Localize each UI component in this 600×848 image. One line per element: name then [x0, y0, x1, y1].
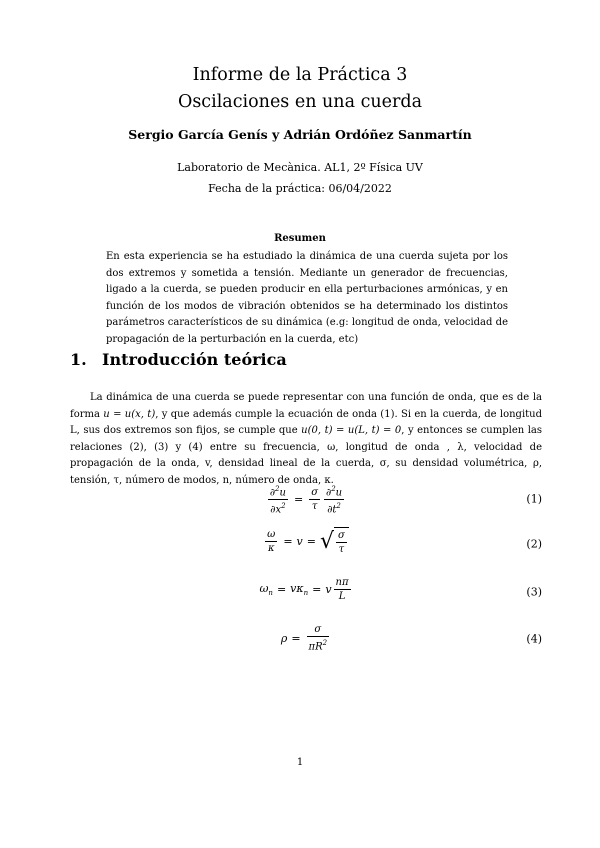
equation-2-number: (2)	[526, 537, 542, 551]
equation-4: ρ = $\frac{\sigma}{\pi R^2}$ (4)	[280, 624, 542, 653]
section-heading	[70, 350, 287, 369]
intro-text-2: , y que además cumple la ecuación de onda (1). Si en la cuerda, de longitud L, sus dos extremos son fijos, se cumple que	[70, 408, 542, 436]
title-line-2: Oscilaciones en una cuerda	[177, 92, 423, 112]
section-title: Introducción teórica	[102, 350, 287, 369]
equation-3-number: (3)	[526, 585, 542, 599]
title-line-1: Informe de la Práctica 3	[192, 65, 408, 85]
intro-text-3: , y entonces se cumplen las relaciones (2), (3) y (4) entre su frecuencia, ω, longitud de onda , λ, velocidad de propagación de la onda, v, densidad lineal de la cuerda, σ, su densidad volumétrica, ρ, tensión, τ, número de modos, n, número de onda, κ.	[70, 425, 542, 486]
intro-text-1: La dinámica de una cuerda se puede representar con una función de onda, que es de la forma	[70, 392, 542, 420]
equation-1: $\frac{\partial^2u}{\partial x^2}$ = $\frac{\sigma}{\tau}$ $\frac{\partial^2u}{\partial t^2}$ (1)	[269, 485, 542, 516]
practice-date: Fecha de la práctica: 06/04/2022	[208, 182, 392, 195]
intro-math-2: u(0, t) = u(L, t) = 0	[301, 425, 402, 436]
abstract-text: En esta experiencia se ha estudiado la dinámica de una cuerda sujeta por los dos extremos y sometida a tensión. Mediante un generador de frecuencias, ligado a la cuerda, se pueden producir en ella perturbaciones armónicas, y en función de los modos de vibración obtenidos se ha determinado los distintos parámetros característicos de su dinámica (e.g: longitud de onda, velocidad de propagación de la perturbación en la cuerda, etc)	[106, 251, 508, 345]
intro-math-1: u = u(x, t)	[103, 408, 156, 420]
abstract-title: Resumen	[274, 233, 326, 244]
page-number: 1	[296, 757, 304, 768]
equation-1-number: (1)	[526, 492, 542, 506]
intro-paragraph	[70, 390, 542, 489]
authors: Sergio García Genís y Adrián Ordóñez Sanmartín	[128, 127, 472, 142]
lab-affiliation: Laboratorio de Mecànica. AL1, 2º Física UV	[177, 161, 423, 174]
equation-4-number: (4)	[526, 632, 542, 646]
equation-2: $\frac{\omega}{\kappa}$ = v = √ $\frac{\sigma}{\tau}$ (2)	[267, 528, 542, 555]
equation-3: $\omega_n = v\kappa_n = v$ $\frac{n\pi}{L}$ (3)	[259, 577, 542, 602]
section-number: 1.	[70, 350, 87, 369]
